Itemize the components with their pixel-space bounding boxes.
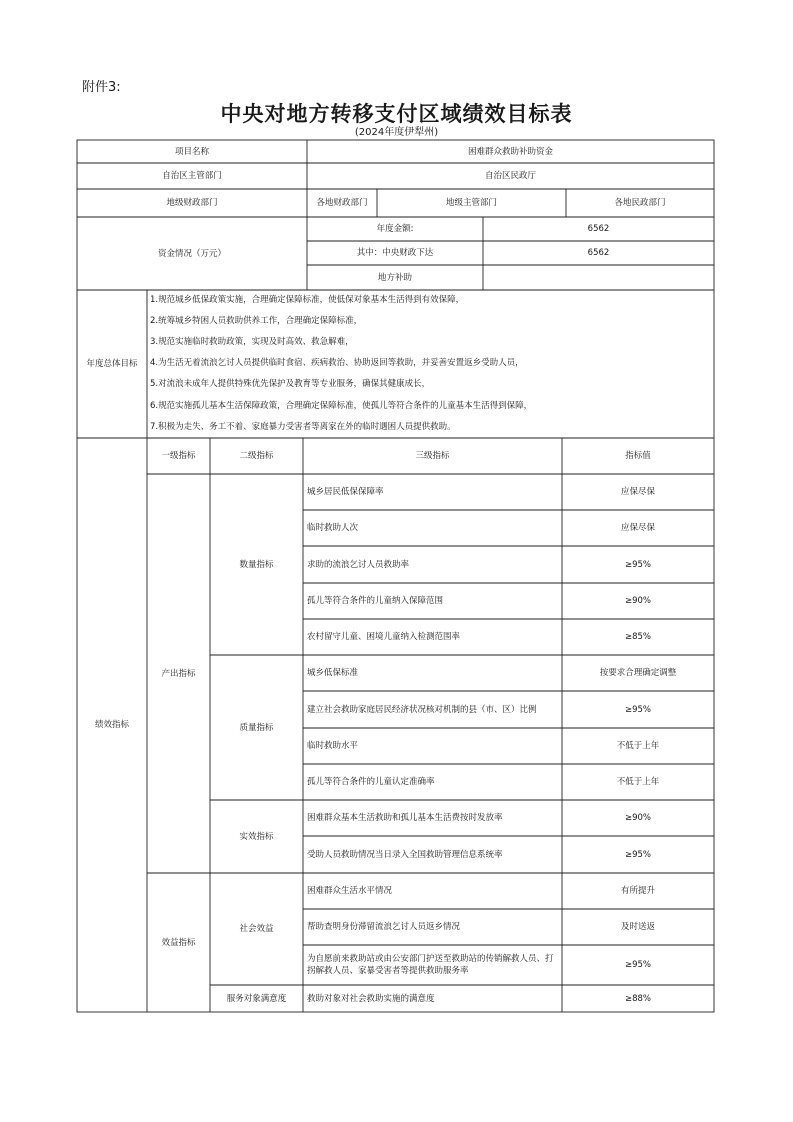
indicator-name: 困难群众生活水平情况 (307, 886, 393, 896)
indicator-name: 农村留守儿童、困境儿童纳入检测范围率 (307, 632, 461, 642)
project-name-label: 项目名称 (174, 146, 209, 157)
indicator-name: 临时救助人次 (307, 523, 359, 533)
local-subsidy-label: 地方补助 (377, 272, 412, 283)
indicator-value: ≥95% (624, 704, 651, 715)
indicator-value: 不低于上年 (616, 741, 660, 751)
project-name-value: 困难群众救助补助资金 (467, 146, 553, 157)
indicator-value: 不低于上年 (616, 777, 660, 787)
central-funds-value: 6562 (587, 248, 610, 258)
local-subsidy-value (483, 265, 714, 290)
region-dept-value: 自治区民政厅 (484, 171, 536, 181)
output-indicators: 产出指标 (161, 668, 196, 679)
perf-indicators-label: 绩效指标 (94, 720, 129, 730)
satisfaction-indicator: 服务对象满意度 (226, 993, 287, 1004)
indicator-name: 帮助查明身份滞留流浪乞讨人员返乡情况 (307, 922, 461, 932)
indicator-name: 为自愿前来救助站或由公安部门护送至救助站的传销解救人员、打拐解救人员、家暴受害者等提供救助服务率 (307, 954, 554, 976)
annual-amount-label: 年度金额: (376, 224, 414, 234)
quality-indicators: 质量指标 (239, 722, 274, 733)
indicator-value: ≥88% (624, 993, 651, 1004)
annual-goals-label: 年度总体目标 (86, 359, 138, 369)
indicator-value: ≥95% (624, 849, 651, 860)
indicator-name: 困难群众基本生活救助和孤儿基本生活费按时发放率 (307, 813, 503, 823)
indicator-value: 应保尽保 (620, 523, 655, 533)
local-finance-label: 地级财政部门 (166, 198, 218, 208)
page-subtitle: (2024年度伊犁州) (354, 127, 439, 138)
indicator-name: 城乡低保标准 (307, 668, 359, 678)
funds-label: 资金情况（万元） (157, 248, 226, 259)
central-funds-label: 其中：中央财政下达 (356, 248, 434, 258)
indicator-value: 按要求合理确定调整 (599, 668, 677, 678)
goal-item: 6.规范实施孤儿基本生活保障政策，合理确定保障标准，使孤儿等符合条件的儿童基本生活得到保障， (150, 401, 533, 411)
indicator-value: ≥90% (624, 596, 651, 606)
indicator-name: 孤儿等符合条件的儿童认定准确率 (307, 777, 435, 787)
annual-amount-value: 6562 (587, 224, 610, 234)
social-benefit: 社会效益 (239, 924, 274, 934)
indicator-name: 临时救助水平 (307, 741, 359, 751)
indicator-value: ≥95% (624, 960, 651, 970)
attachment-label: 附件3: (82, 80, 121, 95)
indicator-name: 建立社会救助家庭居民经济状况核对机制的县（市、区）比例 (307, 704, 537, 715)
local-dept-value: 各地民政部门 (614, 198, 666, 208)
indicator-value: ≥90% (624, 813, 651, 823)
indicator-name: 救助对象对社会救助实施的满意度 (307, 993, 435, 1004)
goal-item: 2.统筹城乡特困人员救助供养工作，合理确定保障标准， (150, 316, 363, 326)
indicator-value: 及时送返 (620, 922, 655, 932)
indicator-name: 求助的流浪乞讨人员救助率 (307, 559, 410, 570)
indicator-name: 孤儿等符合条件的儿童纳入保障范围 (307, 596, 444, 606)
indicator-value: 应保尽保 (620, 487, 655, 497)
goal-item: 7.积极为走失、务工不着、家庭暴力受害者等离家在外的临时遇困人员提供救助。 (150, 422, 456, 432)
local-dept-label: 地级主管部门 (445, 198, 497, 208)
indicator-value: 有所提升 (620, 886, 655, 896)
header-level3: 三级指标 (415, 451, 450, 461)
header-level2: 二级指标 (239, 451, 274, 461)
goal-item: 4.为生活无着流浪乞讨人员提供临时食宿、疾病救治、协助返回等救助，并妥善安置返乡受助人员， (150, 358, 524, 368)
indicator-name: 城乡居民低保保障率 (307, 487, 384, 497)
goal-item: 5.对流浪未成年人提供特殊优先保护及教育等专业服务，确保其健康成长， (150, 379, 431, 389)
region-dept-label: 自治区主管部门 (162, 171, 222, 181)
indicator-name: 受助人员救助情况当日录入全国救助管理信息系统率 (307, 849, 503, 860)
benefit-indicators: 效益指标 (161, 937, 196, 948)
header-level1: 一级指标 (161, 451, 196, 461)
quantity-indicators: 数量指标 (239, 559, 274, 570)
header-value: 指标值 (625, 451, 651, 461)
goal-item: 1.规范城乡低保政策实施，合理确定保障标准，使低保对象基本生活得到有效保障， (150, 295, 465, 305)
local-finance-value: 各地财政部门 (316, 198, 368, 208)
effect-indicators: 实效指标 (239, 831, 274, 842)
indicator-value: ≥85% (624, 632, 651, 642)
indicator-value: ≥95% (624, 559, 651, 570)
page-title: 中央对地方转移支付区域绩效目标表 (220, 102, 573, 126)
goal-item: 3.规范实施临时救助政策，实现及时高效、救急解难， (150, 337, 354, 347)
